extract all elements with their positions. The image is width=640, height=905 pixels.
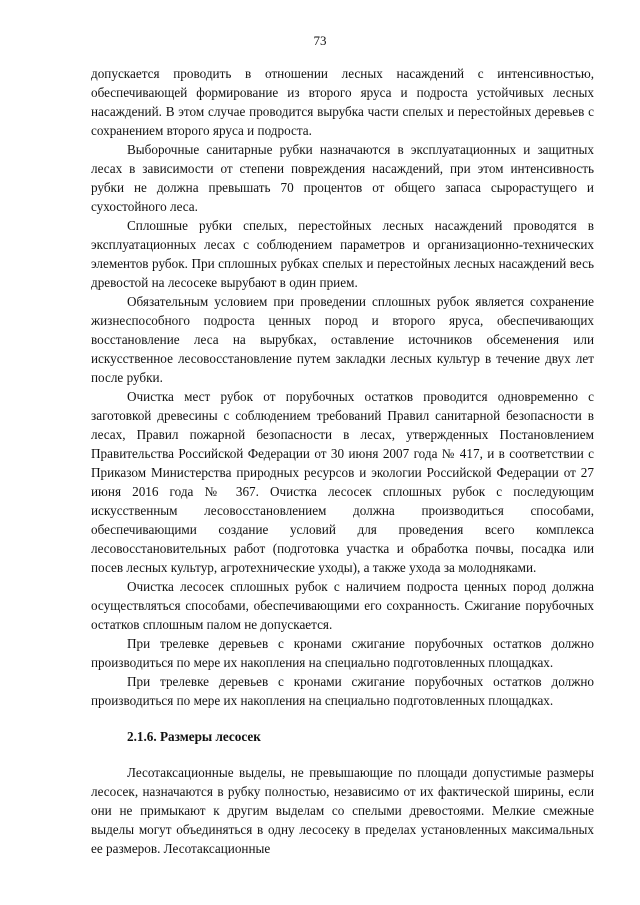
- paragraph-skidding-burning-2: При трелевке деревьев с кронами сжигание порубочных остатков должно производиться по мере их накопления на специально подготовленных площадках.: [91, 674, 594, 708]
- paragraph-selective-sanitary-cuttings: Выборочные санитарные рубки назначаются в эксплуатационных и защитных лесах в зависимости от степени повреждения насаждений, при этом интенсивность рубки не должна превышать 70 процентов от общего запаса сырорастущего и сухостойного леса.: [91, 142, 594, 214]
- paragraph-forest-inventory-units: Лесотаксационные выделы, не превышающие по площади допустимые размеры лесосек, назначаются в рубку полностью, независимо от их фактической ширины, если они не примыкают к другим выделам со спелыми древостоями. Мелкие смежные выделы могут объединяться в одну лесосеку в пределах установленных максимальных ее размеров. Лесотаксационные: [91, 765, 594, 856]
- paragraph-mandatory-condition: Обязательным условием при проведении сплошных рубок является сохранение жизнеспособного подроста ценных пород и второго яруса, обеспечивающих восстановление леса на вырубках, оставление источников обсеменения или искусственное лесовосстановление путем закладки лесных культур в течение двух лет после рубки.: [91, 294, 594, 385]
- paragraph-skidding-burning-1: При трелевке деревьев с кронами сжигание порубочных остатков должно производиться по мере их накопления на специально подготовленных площадках.: [91, 636, 594, 670]
- paragraph-cleaning-felling-sites: Очистка мест рубок от порубочных остатков проводится одновременно с заготовкой древесины с соблюдением требований Правил санитарной безопасности в лесах, Правил пожарной безопасности в лесах, утвержденных Постановлением Правительства Российской Федерации от 30 июня 2007 года № 417, и в соответствии с Приказом Министерства природных ресурсов и экологии Российской Федерации от 27 июня 2016 года № 367. Очистка лесосек сплошных рубок с последующим искусственным лесовосстановлением должна производиться способами, обеспечивающими создание условий для проведения всего комплекса лесовосстановительных работ (подготовка участка и обработка почвы, посадка или посев лесных культур, агротехнические уходы), а также ухода за молодняками.: [91, 389, 594, 575]
- section-heading: 2.1.6. Размеры лесосек: [127, 729, 261, 744]
- paragraph-clear-cuttings: Сплошные рубки спелых, перестойных лесных насаждений проводятся в эксплуатационных лесах с соблюдением параметров и организационно-технических элементов рубок. При сплошных рубках спелых и перестойных лесных насаждений весь древостой на лесосеке вырубают в один прием.: [91, 218, 594, 290]
- paragraph-continuation: допускается проводить в отношении лесных насаждений с интенсивностью, обеспечивающей формирование из второго яруса и подроста устойчивых лесных насаждений. В этом случае проводится вырубка части спелых и перестойных деревьев с сохранением второго яруса и подроста.: [91, 66, 594, 138]
- paragraph-cleaning-with-undergrowth: Очистка лесосек сплошных рубок с наличием подроста ценных пород должна осуществляться способами, обеспечивающими его сохранность. Сжигание порубочных остатков сплошным палом не допускается.: [91, 579, 594, 632]
- page-body: [91, 64, 594, 858]
- page-number: 73: [313, 33, 327, 48]
